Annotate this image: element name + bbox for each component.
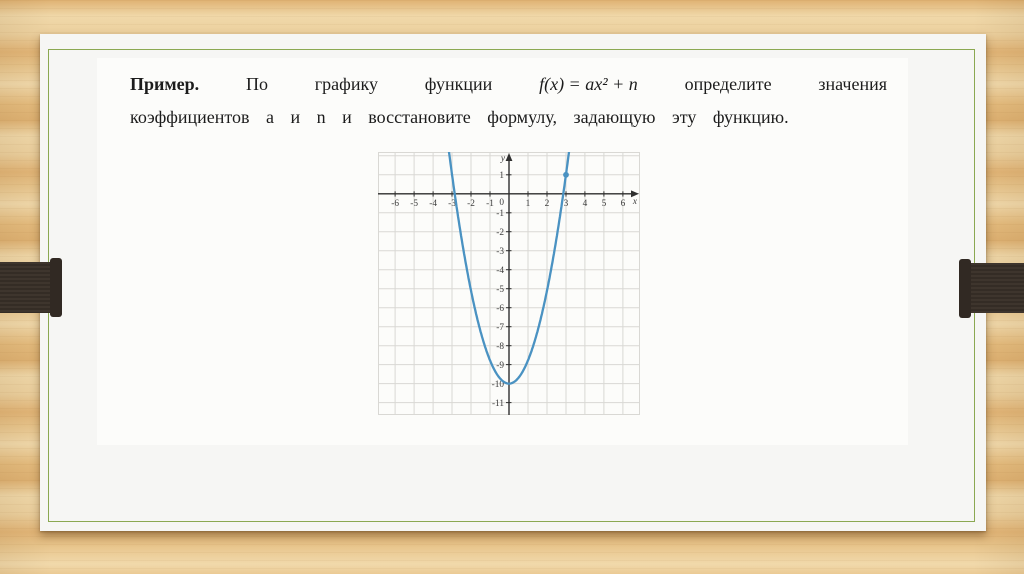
problem-word: f(x) = ax² + n [539, 74, 638, 94]
svg-text:-9: -9 [496, 360, 504, 371]
svg-text:-11: -11 [491, 398, 504, 409]
slide [40, 34, 986, 531]
left-clip-cap [50, 258, 62, 317]
left-clip [0, 262, 51, 313]
svg-text:4: 4 [582, 198, 588, 209]
svg-text:-7: -7 [496, 322, 504, 333]
function-graph [378, 152, 640, 415]
problem-word: Пример. [130, 74, 200, 94]
svg-text:-5: -5 [496, 284, 504, 295]
svg-text:-2: -2 [467, 198, 475, 209]
svg-text:-8: -8 [496, 341, 504, 352]
svg-text:x: x [632, 196, 637, 207]
svg-text:-4: -4 [429, 198, 437, 209]
svg-text:y: y [500, 154, 505, 164]
right-clip-cap [959, 259, 971, 318]
svg-text:-10: -10 [491, 379, 504, 390]
problem-word: По [245, 74, 268, 94]
svg-text:6: 6 [620, 198, 626, 209]
svg-text:3: 3 [563, 198, 569, 209]
svg-text:-1: -1 [496, 209, 504, 219]
svg-text:2: 2 [544, 198, 550, 209]
problem-word: значения [818, 74, 887, 94]
svg-text:1: 1 [525, 198, 531, 209]
right-clip [970, 263, 1024, 313]
svg-text:-6: -6 [496, 303, 504, 314]
problem-line-2: коэффициентов a и n и восстановите формулу, задающую эту функцию. [130, 107, 789, 127]
problem-word: графику [314, 74, 378, 94]
svg-text:-2: -2 [496, 227, 504, 238]
svg-text:-3: -3 [448, 198, 456, 209]
problem-image [97, 58, 908, 445]
svg-text:-4: -4 [496, 265, 504, 276]
svg-text:5: 5 [601, 198, 607, 209]
axes [378, 153, 639, 415]
svg-text:-6: -6 [391, 198, 399, 209]
svg-text:1: 1 [499, 171, 504, 181]
problem-text [130, 70, 887, 132]
problem-word: функции [424, 74, 493, 94]
marked-point [563, 172, 569, 178]
tick-labels [391, 154, 638, 409]
svg-text:-5: -5 [410, 198, 418, 209]
svg-text:-1: -1 [486, 198, 494, 209]
svg-text:-3: -3 [496, 246, 504, 257]
svg-text:0: 0 [499, 197, 504, 208]
problem-word: определите [684, 74, 772, 94]
problem-line-1 [130, 70, 887, 99]
